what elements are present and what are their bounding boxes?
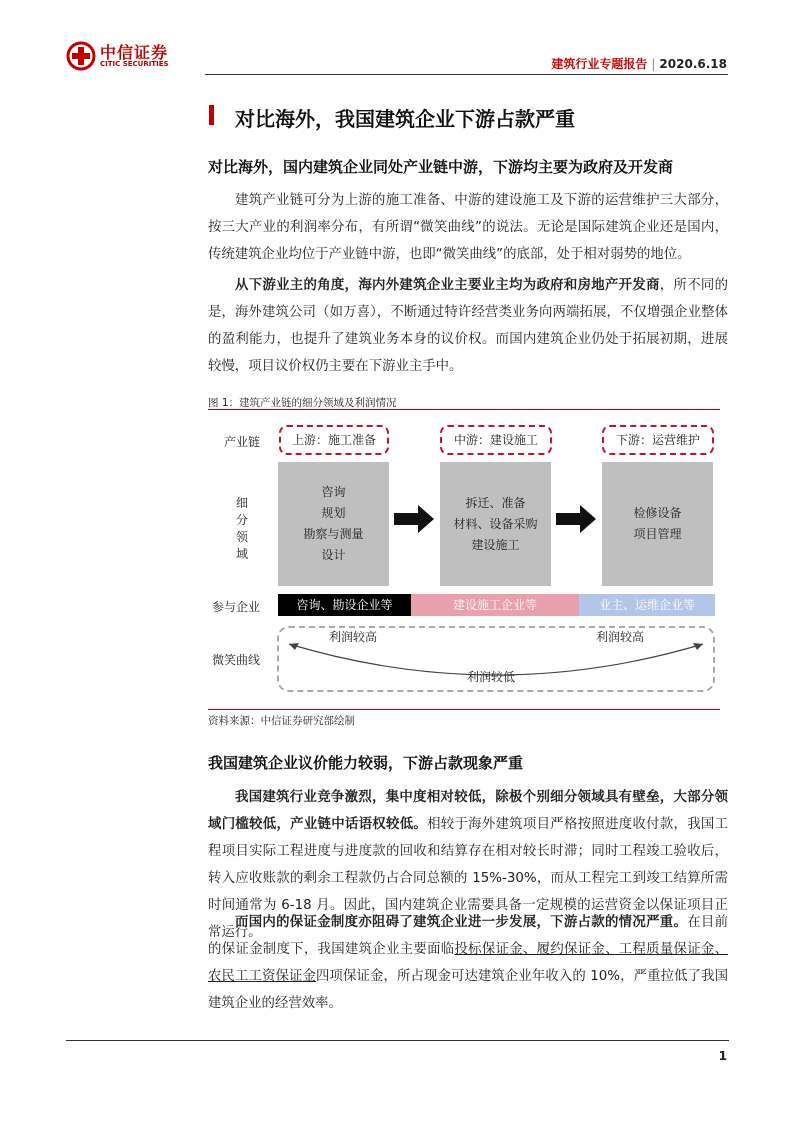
segment-box-upstream (278, 462, 389, 586)
segment-box-midstream (440, 462, 551, 586)
stage-downstream: 下游：运营维护 (602, 425, 714, 455)
paragraph-4-text-b: 四项保证金，所占现金可达建筑企业年收入的 10%，严重拉低了我国建筑企业的经营效率。 (208, 969, 729, 1011)
paragraph-4-text-a: 在目前的保证金制度下，我国建筑企业主要面临 (208, 915, 728, 957)
paragraph-2 (208, 272, 728, 380)
profit-high-right: 利润较高 (596, 630, 645, 644)
paragraph-2-bold: 从下游业主的角度，海内外建筑企业主要业主均为政府和房地产开发商 (235, 278, 660, 293)
figure-source: 资料来源：中信证券研究部绘制 (208, 715, 355, 727)
arrow-right-icon (556, 505, 596, 533)
paragraph-4 (208, 909, 728, 1017)
paragraph-3-text: 相较于海外建筑项目严格按照进度收付款，我国工程项目实际工程进度与进度款的回收和结算存在相对较长时滞；同时工程竣工验收后，转入应收账款的剩余工程款仍占合同总额的 15%-30%，而从工程完工到竣工结算所需时间通常为 6-18 月。因此，国内建筑企业需要具备一定规模的运营资金以保证项目正常运行。 (208, 817, 729, 940)
profit-low: 利润较低 (467, 670, 516, 684)
paragraph-1: 建筑产业链可分为上游的施工准备、中游的建设施工及下游的运营维护三大部分，按三大产业的利润率分布，有所谓“微笑曲线”的说法。无论是国际建筑企业还是国内，传统建筑企业均位于产业链中游，也即“微笑曲线”的底部，处于相对弱势的地位。 (208, 193, 728, 262)
arrow-right-icon (394, 505, 434, 533)
figure-top-rule (208, 409, 720, 410)
paragraph-4-underlined: 投标保证金、履约保证金、工程质量保证金、农民工工资保证金 (208, 942, 729, 984)
segment-item: 建设施工 (471, 537, 520, 552)
paragraph-3-bold: 我国建筑行业竞争激烈，集中度相对较低，除极个别细分领域具有壁垒，大部分领域门槛较低，产业链中话语权较低。 (208, 790, 728, 832)
paragraph-2-text: ，所不同的是，海外建筑公司（如万喜），不断通过特许经营类业务向两端拓展，不仅增强企业整体的盈利能力，也提升了建筑业务本身的议价权。而国内建筑企业仍处于拓展初期，进展较慢，项目议价权仍主要在下游业主手中。 (208, 278, 728, 374)
participant-upstream: 咨询、勘设企业等 (278, 594, 411, 616)
segment-item: 勘察与测量 (303, 527, 364, 541)
row-label-participants: 参与企业 (212, 600, 261, 614)
report-type: 建筑行业专题报告 (551, 57, 648, 71)
paragraph-4-bold: 而国内的保证金制度亦阻碍了建筑企业进一步发展，下游占款的情况严重。 (235, 915, 688, 930)
report-header: 建筑行业专题报告 | 2020.6.18 (551, 57, 727, 71)
segment-item: 材料、设备采购 (453, 516, 538, 531)
segment-item: 拆迁、准备 (465, 495, 526, 510)
footer-divider (66, 1040, 729, 1041)
section-title: 对比海外，我国建筑企业下游占款严重 (235, 107, 575, 131)
logo-chinese: 中信证券 (100, 43, 169, 62)
section-marker (209, 105, 214, 125)
participant-midstream: 建设施工企业等 (411, 594, 579, 616)
figure-caption: 图 1：建筑产业链的细分领域及利润情况 (208, 397, 397, 409)
stage-midstream: 中游：建设施工 (440, 425, 552, 455)
report-date: 2020.6.18 (659, 57, 727, 71)
subheading-2: 我国建筑企业议价能力较弱，下游占款现象严重 (208, 754, 524, 772)
stage-upstream: 上游：施工准备 (279, 425, 389, 455)
page-number: 1 (718, 1049, 727, 1063)
row-label-segments: 细 分 领 域 (236, 496, 249, 561)
segment-item: 设计 (321, 548, 346, 562)
segment-item: 咨询 (321, 485, 346, 499)
participant-downstream: 业主、运维企业等 (579, 594, 715, 616)
citic-logo-icon (66, 41, 96, 71)
row-label-smile: 微笑曲线 (212, 653, 261, 667)
segment-box-downstream (602, 462, 713, 586)
segment-item: 规划 (321, 506, 346, 520)
segment-item: 项目管理 (633, 527, 682, 541)
profit-high-left: 利润较高 (329, 630, 378, 644)
row-label-chain: 产业链 (224, 435, 261, 449)
segment-item: 检修设备 (633, 506, 682, 520)
header-divider (205, 74, 728, 75)
logo-english: CITIC SECURITIES (100, 60, 169, 68)
subheading-1: 对比海外，国内建筑企业同处产业链中游，下游均主要为政府及开发商 (208, 158, 674, 176)
figure-bottom-rule (208, 709, 720, 710)
